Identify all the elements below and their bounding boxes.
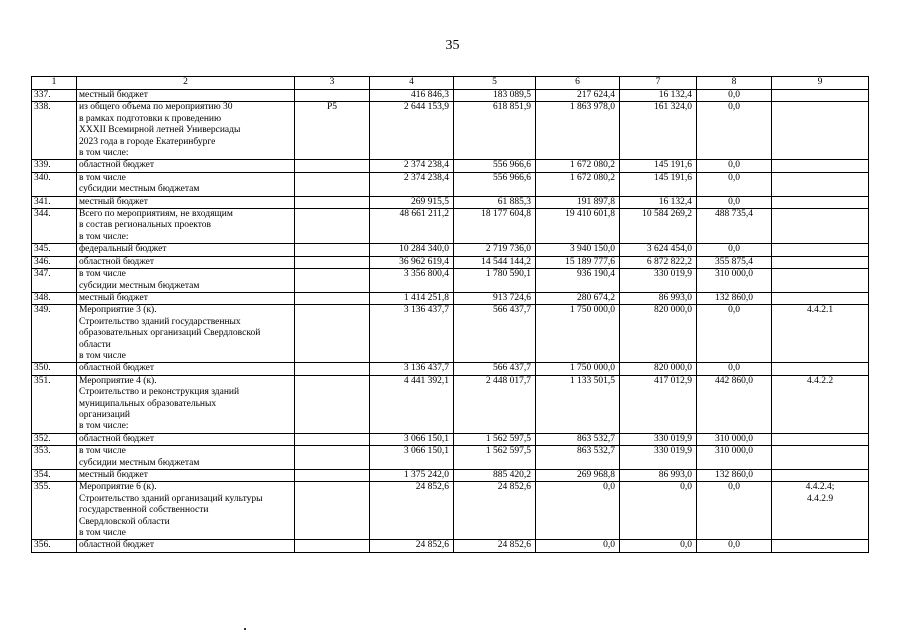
row-code: [295, 375, 370, 433]
row-code: [295, 292, 370, 304]
row-code: [295, 482, 370, 540]
table-row: [32, 433, 869, 445]
budget-table: [31, 76, 869, 553]
row-description: Мероприятие 3 (к). Строительство зданий государственных образовательных организаций Свердловской области в том числе: [77, 305, 295, 363]
row-code: [295, 540, 370, 552]
row-value-year3: 86 993,0: [620, 470, 697, 482]
row-value-year2: 3 940 150,0: [536, 244, 620, 256]
row-description: областной бюджет: [77, 363, 295, 375]
row-code: [295, 305, 370, 363]
row-value-total: 3 066 150,1: [370, 433, 454, 445]
row-target-ref: [772, 446, 869, 470]
row-number: 346.: [32, 256, 77, 268]
row-value-year4: 0,0: [697, 540, 772, 552]
row-target-ref: [772, 470, 869, 482]
table-header-row: [32, 77, 869, 90]
row-target-ref: 4.4.2.1: [772, 305, 869, 363]
row-value-year4: 0,0: [697, 102, 772, 160]
row-value-year3: 86 993,0: [620, 292, 697, 304]
row-value-total: 2 644 153,9: [370, 102, 454, 160]
row-value-year3: 0,0: [620, 482, 697, 540]
row-value-total: 1 375 242,0: [370, 470, 454, 482]
table-row: [32, 470, 869, 482]
row-target-ref: [772, 209, 869, 244]
row-value-total: 2 374 238,4: [370, 172, 454, 196]
row-number: 350.: [32, 363, 77, 375]
row-value-year2: 217 624,4: [536, 90, 620, 102]
row-value-total: 269 915,5: [370, 196, 454, 208]
row-target-ref: [772, 102, 869, 160]
row-target-ref: [772, 90, 869, 102]
row-description: местный бюджет: [77, 470, 295, 482]
row-value-year4: 0,0: [697, 160, 772, 172]
table-row: [32, 540, 869, 552]
header-cell: 1: [32, 77, 77, 90]
row-value-year3: 145 191,6: [620, 172, 697, 196]
row-value-year4: 132 860,0: [697, 470, 772, 482]
row-description: из общего объема по мероприятию 30 в рамках подготовки к проведению XXXII Всемирной летней Универсиады 2023 года в городе Екатеринбурге в том числе:: [77, 102, 295, 160]
row-value-year4: 442 860,0: [697, 375, 772, 433]
row-value-year4: 310 000,0: [697, 446, 772, 470]
row-value-year4: 310 000,0: [697, 269, 772, 293]
row-description: федеральный бюджет: [77, 244, 295, 256]
row-code: [295, 90, 370, 102]
row-value-year4: 0,0: [697, 244, 772, 256]
row-target-ref: [772, 292, 869, 304]
row-value-year2: 280 674,2: [536, 292, 620, 304]
row-target-ref: [772, 172, 869, 196]
scan-speck: [244, 628, 246, 630]
row-value-year4: 0,0: [697, 90, 772, 102]
row-value-year2: 191 897,8: [536, 196, 620, 208]
row-value-year2: 863 532,7: [536, 433, 620, 445]
row-description: местный бюджет: [77, 90, 295, 102]
table-row: [32, 482, 869, 540]
row-value-year1: 913 724,6: [454, 292, 536, 304]
row-code: [295, 196, 370, 208]
row-value-year2: 1 672 080,2: [536, 160, 620, 172]
row-value-total: 24 852,6: [370, 540, 454, 552]
row-value-total: 3 066 150,1: [370, 446, 454, 470]
table-row: [32, 196, 869, 208]
row-number: 338.: [32, 102, 77, 160]
row-value-year2: 1 133 501,5: [536, 375, 620, 433]
row-number: 355.: [32, 482, 77, 540]
row-number: 337.: [32, 90, 77, 102]
table-row: [32, 160, 869, 172]
row-value-year2: 1 863 978,0: [536, 102, 620, 160]
row-target-ref: 4.4.2.2: [772, 375, 869, 433]
row-value-year3: 820 000,0: [620, 305, 697, 363]
row-value-total: 3 356 800,4: [370, 269, 454, 293]
row-target-ref: [772, 269, 869, 293]
row-description: в том числе субсидии местным бюджетам: [77, 446, 295, 470]
row-description: Мероприятие 4 (к). Строительство и реконструкция зданий муниципальных образовательных организаций в том числе:: [77, 375, 295, 433]
row-value-year3: 161 324,0: [620, 102, 697, 160]
row-value-year3: 820 000,0: [620, 363, 697, 375]
row-value-year2: 19 410 601,8: [536, 209, 620, 244]
row-value-year1: 2 448 017,7: [454, 375, 536, 433]
header-cell: 4: [370, 77, 454, 90]
row-value-year4: 0,0: [697, 482, 772, 540]
row-value-year3: 16 132,4: [620, 196, 697, 208]
table-row: [32, 375, 869, 433]
row-value-total: 2 374 238,4: [370, 160, 454, 172]
row-code: [295, 470, 370, 482]
row-value-year4: 488 735,4: [697, 209, 772, 244]
row-code: Р5: [295, 102, 370, 160]
row-value-year1: 61 885,3: [454, 196, 536, 208]
row-code: [295, 172, 370, 196]
row-value-year2: 269 968,8: [536, 470, 620, 482]
row-description: Всего по мероприятиям, не входящим в состав региональных проектов в том числе:: [77, 209, 295, 244]
table-row: [32, 102, 869, 160]
row-value-year3: 330 019,9: [620, 433, 697, 445]
row-value-year4: 310 000,0: [697, 433, 772, 445]
row-value-total: 3 136 437,7: [370, 305, 454, 363]
row-value-total: 1 414 251,8: [370, 292, 454, 304]
row-target-ref: [772, 160, 869, 172]
row-value-year1: 18 177 604,8: [454, 209, 536, 244]
row-value-year4: 0,0: [697, 196, 772, 208]
table-row: [32, 305, 869, 363]
row-number: 348.: [32, 292, 77, 304]
header-cell: 9: [772, 77, 869, 90]
row-value-year1: 2 719 736,0: [454, 244, 536, 256]
row-target-ref: [772, 256, 869, 268]
row-value-year2: 1 672 080,2: [536, 172, 620, 196]
header-cell: 5: [454, 77, 536, 90]
row-value-year2: 15 189 777,6: [536, 256, 620, 268]
row-number: 353.: [32, 446, 77, 470]
row-target-ref: [772, 540, 869, 552]
table-row: [32, 446, 869, 470]
row-value-year4: 0,0: [697, 305, 772, 363]
row-value-year4: 0,0: [697, 363, 772, 375]
header-cell: 6: [536, 77, 620, 90]
row-code: [295, 446, 370, 470]
row-number: 352.: [32, 433, 77, 445]
row-value-year2: 0,0: [536, 482, 620, 540]
header-cell: 8: [697, 77, 772, 90]
row-description: в том числе субсидии местным бюджетам: [77, 172, 295, 196]
row-value-year3: 330 019,9: [620, 269, 697, 293]
row-code: [295, 269, 370, 293]
row-value-year2: 863 532,7: [536, 446, 620, 470]
header-cell: 2: [77, 77, 295, 90]
row-value-year2: 1 750 000,0: [536, 363, 620, 375]
row-description: Мероприятие 6 (к). Строительство зданий организаций культуры государственной собственности Свердловской области в том числе: [77, 482, 295, 540]
row-value-year1: 24 852,6: [454, 482, 536, 540]
row-value-year1: 566 437,7: [454, 363, 536, 375]
header-cell: 3: [295, 77, 370, 90]
row-number: 344.: [32, 209, 77, 244]
table-row: [32, 269, 869, 293]
row-number: 351.: [32, 375, 77, 433]
row-target-ref: [772, 244, 869, 256]
row-value-total: 48 661 211,2: [370, 209, 454, 244]
row-description: областной бюджет: [77, 433, 295, 445]
row-number: 347.: [32, 269, 77, 293]
table-row: [32, 363, 869, 375]
row-value-year1: 24 852,6: [454, 540, 536, 552]
row-code: [295, 433, 370, 445]
row-value-year3: 10 584 269,2: [620, 209, 697, 244]
row-target-ref: 4.4.2.4; 4.4.2.9: [772, 482, 869, 540]
page-number: 35: [445, 38, 460, 53]
table-row: [32, 244, 869, 256]
table-row: [32, 172, 869, 196]
row-code: [295, 244, 370, 256]
row-value-year1: 14 544 144,2: [454, 256, 536, 268]
row-value-year1: 885 420,2: [454, 470, 536, 482]
row-value-year2: 936 190,4: [536, 269, 620, 293]
row-value-year1: 1 562 597,5: [454, 446, 536, 470]
row-value-year3: 145 191,6: [620, 160, 697, 172]
row-description: местный бюджет: [77, 292, 295, 304]
row-code: [295, 209, 370, 244]
row-number: 354.: [32, 470, 77, 482]
row-value-total: 10 284 340,0: [370, 244, 454, 256]
row-value-year3: 417 012,9: [620, 375, 697, 433]
row-description: областной бюджет: [77, 540, 295, 552]
row-description: областной бюджет: [77, 256, 295, 268]
row-value-year3: 3 624 454,0: [620, 244, 697, 256]
row-value-year4: 0,0: [697, 172, 772, 196]
row-value-year1: 556 966,6: [454, 160, 536, 172]
row-number: 340.: [32, 172, 77, 196]
row-value-year2: 0,0: [536, 540, 620, 552]
row-value-year3: 6 872 822,2: [620, 256, 697, 268]
row-value-total: 3 136 437,7: [370, 363, 454, 375]
row-value-total: 4 441 392,1: [370, 375, 454, 433]
row-value-total: 24 852,6: [370, 482, 454, 540]
row-description: местный бюджет: [77, 196, 295, 208]
row-value-year1: 183 089,5: [454, 90, 536, 102]
row-value-year1: 1 562 597,5: [454, 433, 536, 445]
row-number: 341.: [32, 196, 77, 208]
row-value-year3: 16 132,4: [620, 90, 697, 102]
row-code: [295, 363, 370, 375]
table-row: [32, 90, 869, 102]
row-value-year4: 132 860,0: [697, 292, 772, 304]
row-target-ref: [772, 196, 869, 208]
table-row: [32, 292, 869, 304]
row-number: 345.: [32, 244, 77, 256]
row-description: в том числе субсидии местным бюджетам: [77, 269, 295, 293]
header-cell: 7: [620, 77, 697, 90]
row-value-year2: 1 750 000,0: [536, 305, 620, 363]
row-code: [295, 160, 370, 172]
row-value-total: 36 962 619,4: [370, 256, 454, 268]
row-code: [295, 256, 370, 268]
row-value-year1: 566 437,7: [454, 305, 536, 363]
row-value-year4: 355 875,4: [697, 256, 772, 268]
row-target-ref: [772, 433, 869, 445]
table-row: [32, 209, 869, 244]
row-value-year1: 556 966,6: [454, 172, 536, 196]
table-row: [32, 256, 869, 268]
row-value-total: 416 846,3: [370, 90, 454, 102]
row-number: 349.: [32, 305, 77, 363]
row-number: 356.: [32, 540, 77, 552]
row-value-year1: 1 780 590,1: [454, 269, 536, 293]
row-value-year3: 0,0: [620, 540, 697, 552]
row-value-year1: 618 851,9: [454, 102, 536, 160]
row-description: областной бюджет: [77, 160, 295, 172]
row-target-ref: [772, 363, 869, 375]
row-value-year3: 330 019,9: [620, 446, 697, 470]
row-number: 339.: [32, 160, 77, 172]
